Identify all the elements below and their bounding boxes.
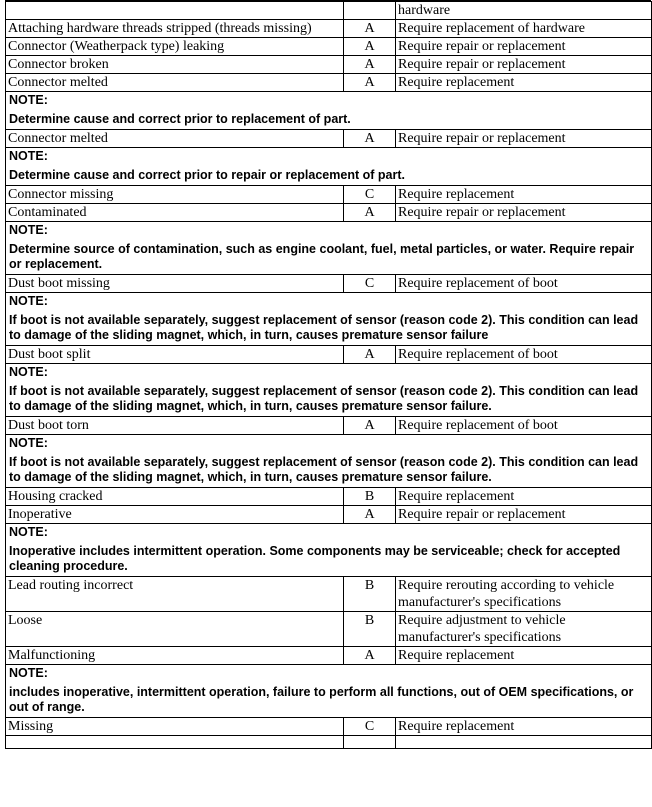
table-row	[6, 130, 652, 148]
action-cell: Require replacement	[396, 647, 652, 665]
condition-cell: Dust boot missing	[6, 275, 344, 293]
note-text: Determine source of contamination, such as engine coolant, fuel, metal particles, or water. Require repair or replacement.	[9, 242, 635, 271]
note-label: NOTE:	[9, 223, 48, 237]
table-row	[6, 577, 652, 612]
note-cell	[6, 665, 652, 718]
condition-cell: Attaching hardware threads stripped (threads missing)	[6, 20, 344, 38]
note-cell	[6, 524, 652, 577]
action-cell: Require repair or replacement	[396, 38, 652, 56]
inspection-table	[5, 1, 652, 749]
note-label: NOTE:	[9, 365, 48, 379]
note-text: Inoperative includes intermittent operation. Some components may be serviceable; check for accepted cleaning procedure.	[9, 544, 621, 573]
code-cell: A	[344, 204, 396, 222]
condition-cell: Lead routing incorrect	[6, 577, 344, 612]
note-row	[6, 665, 652, 718]
empty-cell	[396, 736, 652, 749]
note-row	[6, 524, 652, 577]
action-cell: Require rerouting according to vehicle manufacturer's specifications	[396, 577, 652, 612]
code-cell: A	[344, 38, 396, 56]
condition-cell: Loose	[6, 612, 344, 647]
table-row-partial	[6, 736, 652, 749]
note-cell	[6, 222, 652, 275]
action-cell: Require repair or replacement	[396, 56, 652, 74]
condition-cell: Housing cracked	[6, 488, 344, 506]
table-row	[6, 204, 652, 222]
code-cell: C	[344, 718, 396, 736]
table-row	[6, 718, 652, 736]
table-row	[6, 275, 652, 293]
action-cell: Require repair or replacement	[396, 204, 652, 222]
table-row	[6, 612, 652, 647]
action-cell: Require replacement of boot	[396, 417, 652, 435]
code-cell: A	[344, 130, 396, 148]
condition-cell: Missing	[6, 718, 344, 736]
note-text: includes inoperative, intermittent operation, failure to perform all functions, out of OEM specifications, or out of range.	[9, 685, 634, 714]
table-row	[6, 2, 652, 20]
note-cell	[6, 435, 652, 488]
action-cell: Require replacement of hardware	[396, 20, 652, 38]
action-cell: Require replacement	[396, 718, 652, 736]
condition-cell: Connector (Weatherpack type) leaking	[6, 38, 344, 56]
note-text: Determine cause and correct prior to replacement of part.	[9, 112, 351, 126]
condition-cell: Contaminated	[6, 204, 344, 222]
action-cell: Require replacement	[396, 74, 652, 92]
code-cell: B	[344, 612, 396, 647]
code-cell: A	[344, 56, 396, 74]
code-cell: C	[344, 186, 396, 204]
note-row	[6, 364, 652, 417]
note-label: NOTE:	[9, 436, 48, 450]
code-cell: C	[344, 275, 396, 293]
table-row	[6, 647, 652, 665]
note-cell	[6, 148, 652, 186]
code-cell: A	[344, 647, 396, 665]
condition-cell: Malfunctioning	[6, 647, 344, 665]
condition-cell: Connector melted	[6, 74, 344, 92]
table-row	[6, 74, 652, 92]
code-cell: A	[344, 20, 396, 38]
action-cell: Require repair or replacement	[396, 506, 652, 524]
action-cell: hardware	[396, 2, 652, 20]
action-cell: Require repair or replacement	[396, 130, 652, 148]
code-cell: A	[344, 74, 396, 92]
note-row	[6, 435, 652, 488]
code-cell	[344, 2, 396, 20]
note-text: If boot is not available separately, suggest replacement of sensor (reason code 2). This condition can lead to damage of the sliding magnet, which, in turn, causes premature sensor failure.	[9, 384, 639, 413]
table-row	[6, 56, 652, 74]
note-label: NOTE:	[9, 294, 48, 308]
action-cell: Require replacement of boot	[396, 346, 652, 364]
note-label: NOTE:	[9, 666, 48, 680]
action-cell: Require adjustment to vehicle manufacturer's specifications	[396, 612, 652, 647]
inspection-document	[5, 0, 651, 749]
table-row	[6, 20, 652, 38]
code-cell: A	[344, 417, 396, 435]
note-text: If boot is not available separately, suggest replacement of sensor (reason code 2). This condition can lead to damage of the sliding magnet, which, in turn, causes premature sensor failure	[9, 313, 639, 342]
table-row	[6, 488, 652, 506]
note-text: Determine cause and correct prior to repair or replacement of part.	[9, 168, 405, 182]
empty-cell	[344, 736, 396, 749]
note-cell	[6, 293, 652, 346]
condition-cell: Dust boot split	[6, 346, 344, 364]
empty-cell	[6, 736, 344, 749]
code-cell: A	[344, 506, 396, 524]
condition-cell: Connector broken	[6, 56, 344, 74]
table-row	[6, 186, 652, 204]
table-row	[6, 506, 652, 524]
condition-cell: Connector missing	[6, 186, 344, 204]
condition-cell: Dust boot torn	[6, 417, 344, 435]
note-row	[6, 293, 652, 346]
condition-cell: Inoperative	[6, 506, 344, 524]
code-cell: B	[344, 577, 396, 612]
code-cell: A	[344, 346, 396, 364]
action-cell: Require replacement	[396, 186, 652, 204]
note-cell	[6, 364, 652, 417]
note-row	[6, 92, 652, 130]
note-label: NOTE:	[9, 149, 48, 163]
note-text: If boot is not available separately, suggest replacement of sensor (reason code 2). This condition can lead to damage of the sliding magnet, which, in turn, causes premature sensor failure.	[9, 455, 639, 484]
table-row	[6, 38, 652, 56]
note-row	[6, 148, 652, 186]
note-row	[6, 222, 652, 275]
action-cell: Require replacement	[396, 488, 652, 506]
note-label: NOTE:	[9, 93, 48, 107]
action-cell: Require replacement of boot	[396, 275, 652, 293]
table-row	[6, 346, 652, 364]
note-cell	[6, 92, 652, 130]
table-row	[6, 417, 652, 435]
code-cell: B	[344, 488, 396, 506]
condition-cell: Connector melted	[6, 130, 344, 148]
note-label: NOTE:	[9, 525, 48, 539]
condition-cell	[6, 2, 344, 20]
